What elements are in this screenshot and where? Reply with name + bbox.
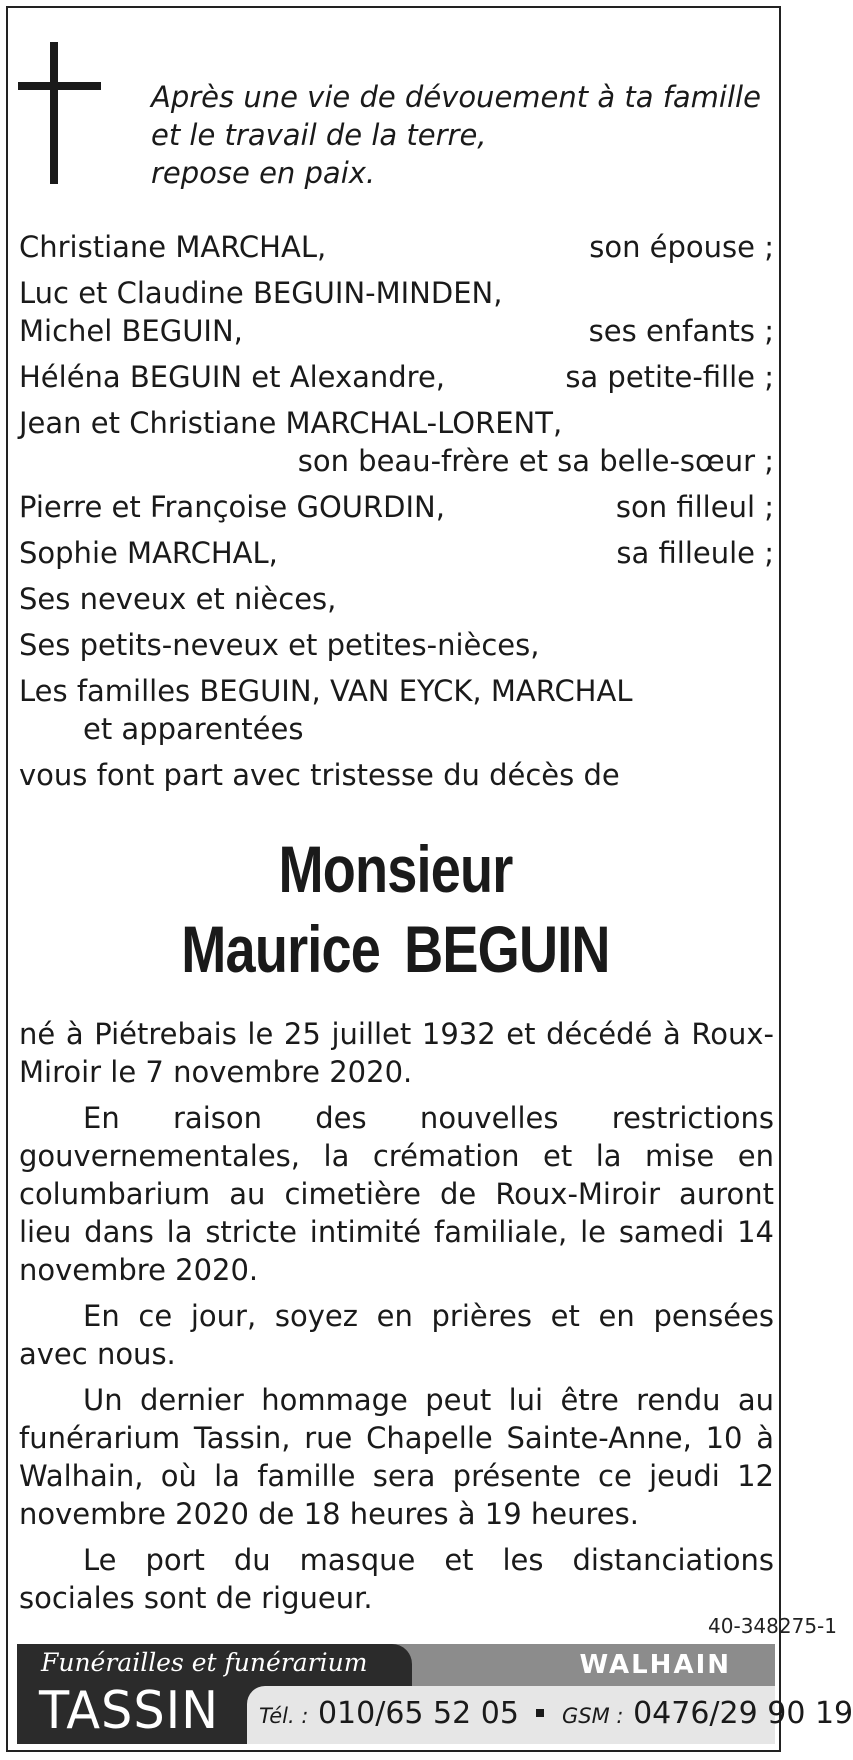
tel-number: 010/65 52 05	[317, 1696, 519, 1731]
company-location: WALHAIN	[579, 1650, 731, 1680]
contact-phones	[259, 1696, 853, 1731]
family-row	[19, 534, 774, 572]
family-relation: sa filleule ;	[616, 536, 774, 570]
reference-number: 40-348275-1	[708, 1614, 837, 1638]
deceased-title: Monsieur	[278, 832, 513, 906]
family-row: Ses neveux et nièces,	[19, 582, 337, 616]
intro-line: repose en paix.	[151, 156, 376, 190]
family-relation: son filleul ;	[615, 490, 774, 524]
family-list	[19, 228, 774, 794]
family-row: Ses petits-neveux et petites-nièces,	[19, 628, 540, 662]
tel-label: Tél. :	[259, 1704, 309, 1728]
family-row	[19, 404, 774, 480]
separator-square-icon	[536, 1709, 544, 1717]
family-name: Sophie MARCHAL,	[19, 536, 278, 570]
family-name: Pierre et Françoise GOURDIN,	[19, 490, 445, 524]
gsm-label: GSM :	[562, 1704, 624, 1728]
family-row	[19, 312, 774, 350]
family-row: et apparentées	[83, 712, 304, 746]
deceased-name: Maurice BEGUIN	[181, 912, 610, 986]
intro-line: et le travail de la terre,	[151, 118, 487, 152]
intro-verse	[151, 78, 771, 192]
family-name: Christiane MARCHAL,	[19, 230, 327, 264]
visitation-paragraph: Un dernier hommage peut lui être rendu au funérarium Tassin, rue Chapelle Sainte-Anne, 10 à Walhain, où la famille sera présente ce jeudi 12 novembre 2020 de 18 heures à 19 heures.	[19, 1383, 774, 1531]
family-name: Luc et Claudine BEGUIN-MINDEN,	[19, 276, 503, 310]
family-name: Jean et Christiane MARCHAL-LORENT,	[19, 406, 563, 440]
family-row	[19, 488, 774, 526]
gsm-number: 0476/29 90 19	[633, 1696, 853, 1731]
family-name: Michel BEGUIN,	[19, 314, 243, 348]
family-relation: sa petite-fille ;	[565, 360, 774, 394]
family-row	[19, 274, 774, 312]
family-row: Les familles BEGUIN, VAN EYCK, MARCHAL	[19, 674, 633, 708]
banner-subtitle: Funérailles et funérarium	[41, 1648, 368, 1677]
birth-death-paragraph: né à Piétrebais le 25 juillet 1932 et décédé à Roux-Miroir le 7 novembre 2020.	[19, 1017, 774, 1089]
family-row	[19, 358, 774, 396]
family-row	[19, 228, 774, 266]
intro-line: Après une vie de dévouement à ta famille	[151, 80, 761, 114]
family-relation: ses enfants ;	[588, 314, 774, 348]
funeral-home-banner	[17, 1644, 853, 1744]
company-name: TASSIN	[39, 1681, 220, 1741]
family-relation: son épouse ;	[589, 230, 774, 264]
prayer-paragraph: En ce jour, soyez en prières et en pensées avec nous.	[19, 1299, 774, 1371]
ceremony-paragraph: En raison des nouvelles restrictions gouvernementales, la crémation et la mise en columbarium au cimetière de Roux-Miroir auront lieu dans la stricte intimité familiale, le samedi 14 novembre 2020.	[19, 1101, 774, 1287]
announcement-line: vous font part avec tristesse du décès de	[19, 758, 620, 792]
health-notice-paragraph: Le port du masque et les distanciations sociales sont de rigueur.	[19, 1543, 774, 1615]
family-relation: son beau-frère et sa belle-sœur ;	[297, 444, 774, 478]
notice-body	[19, 1015, 774, 1625]
deceased-heading	[71, 830, 720, 988]
family-name: Héléna BEGUIN et Alexandre,	[19, 360, 446, 394]
